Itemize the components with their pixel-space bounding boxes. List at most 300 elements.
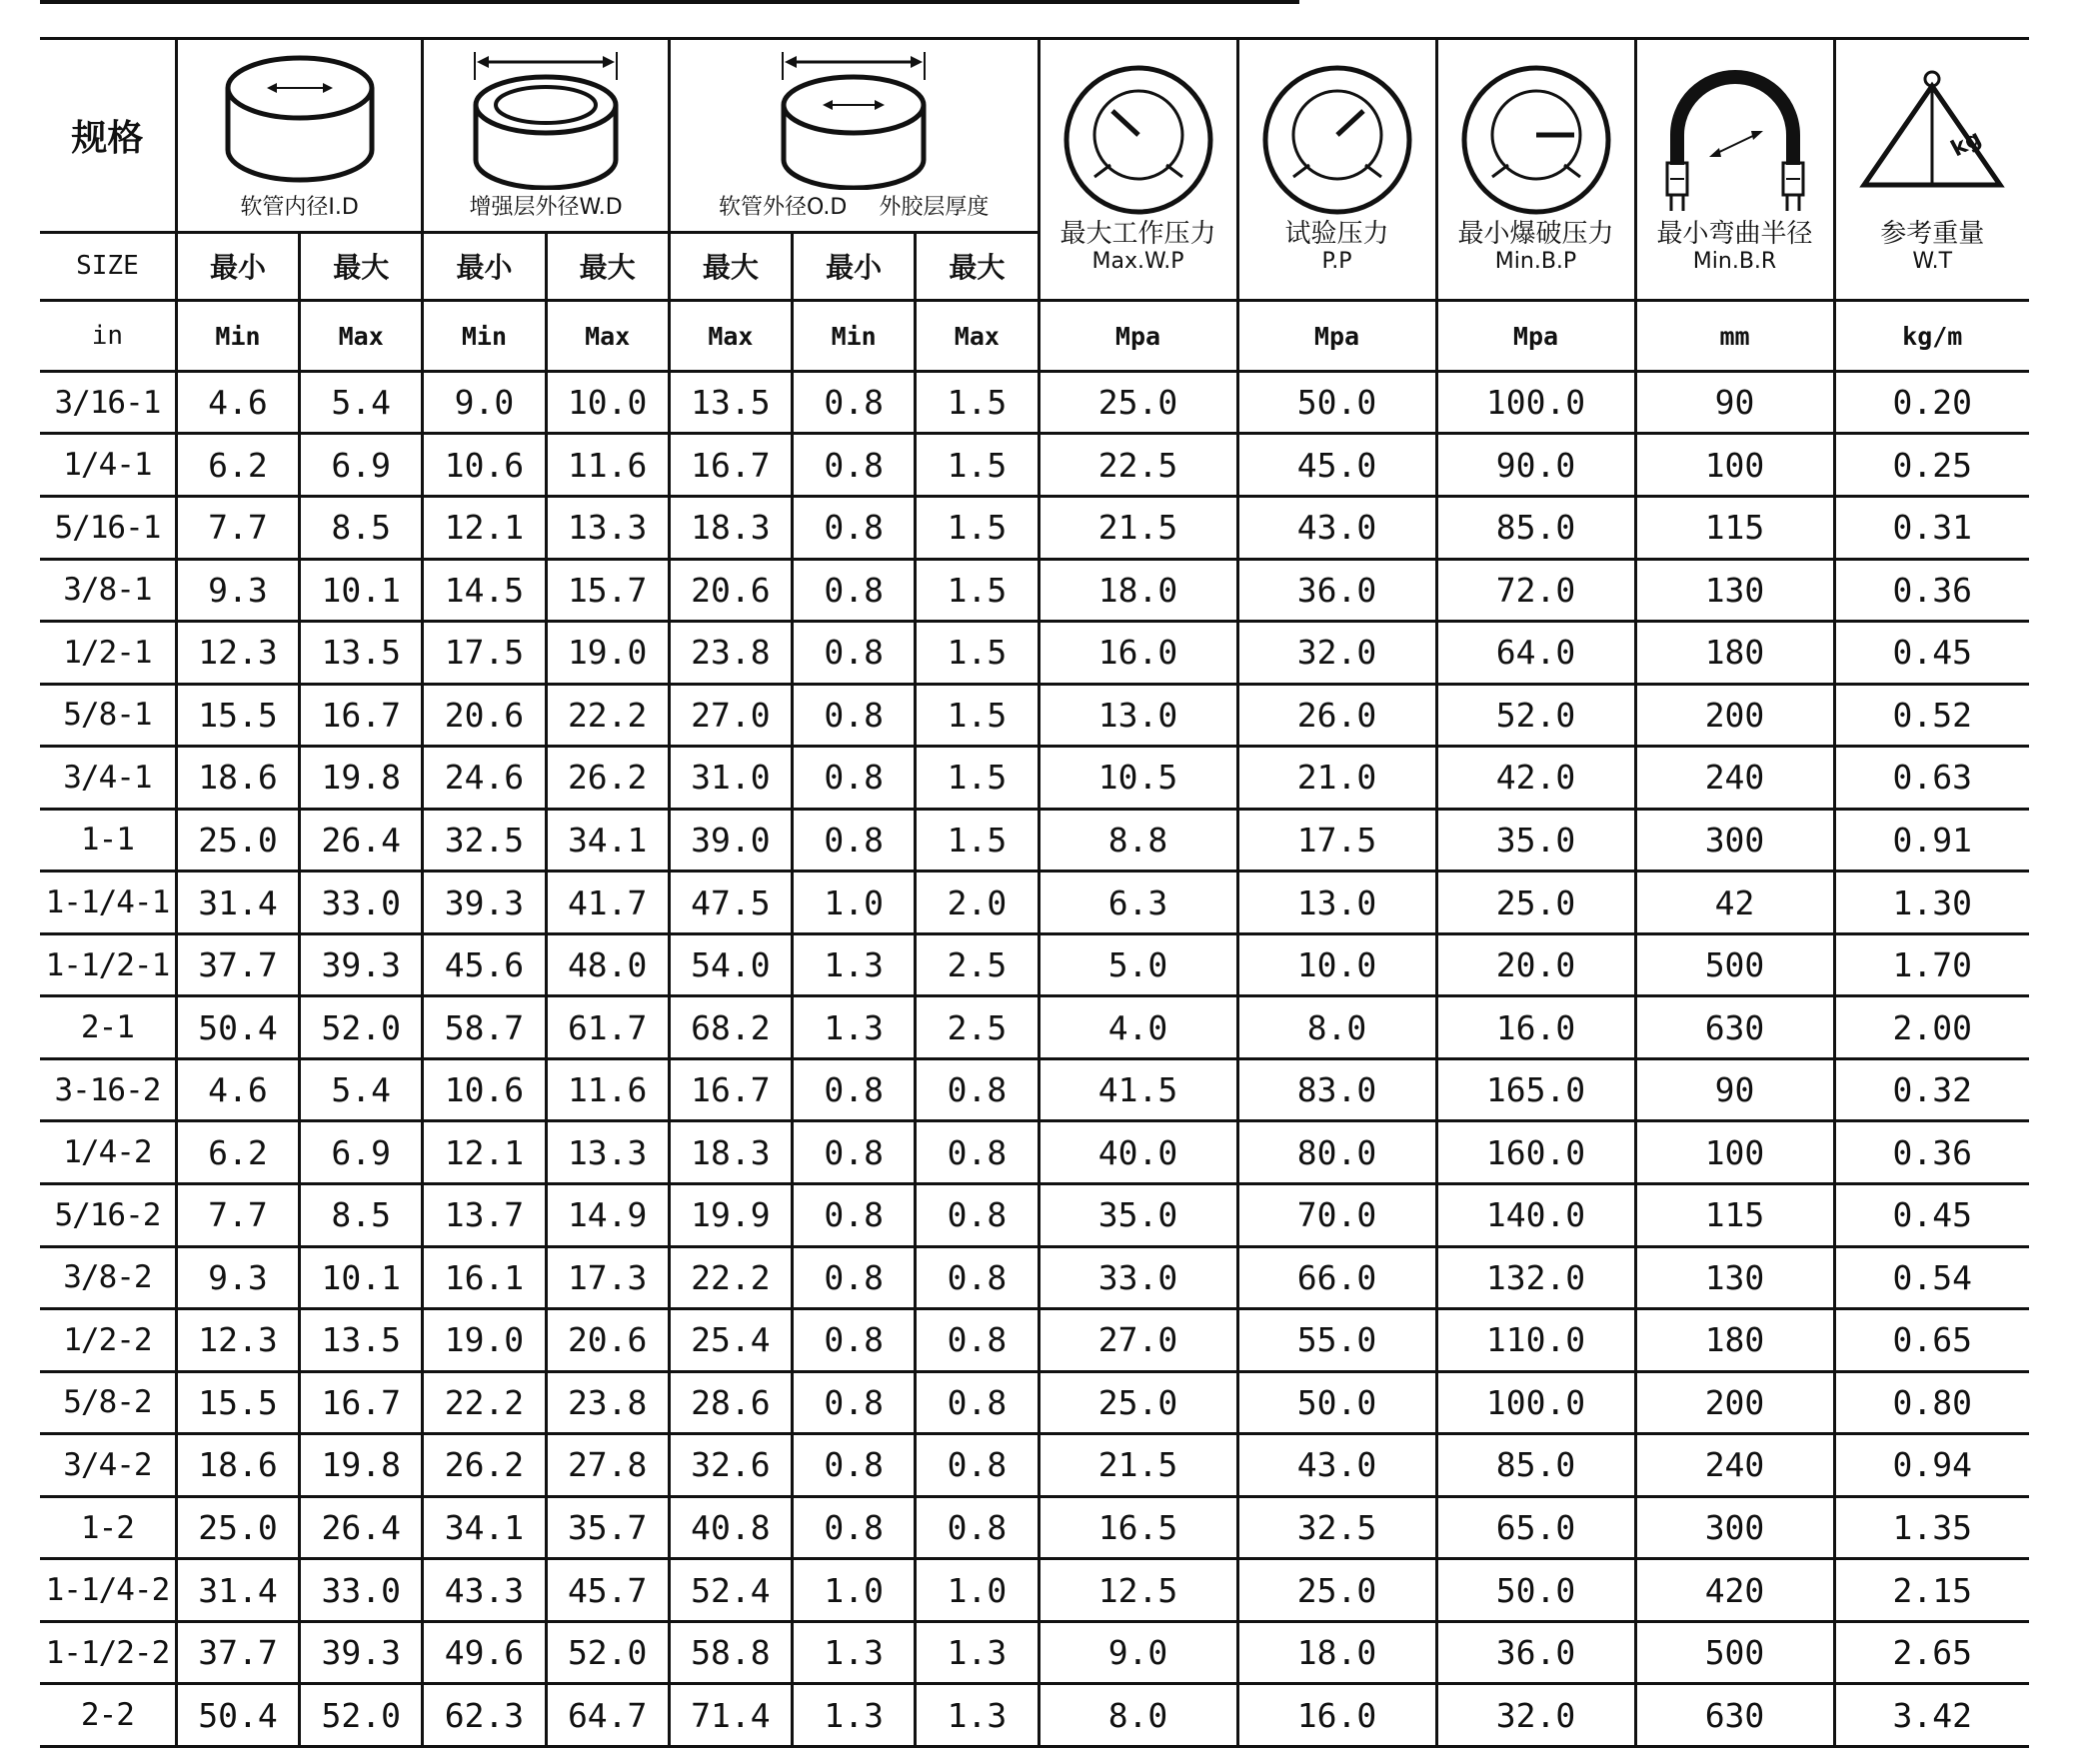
table-row <box>40 684 2029 747</box>
table-cell: 6.3 <box>1039 872 1237 934</box>
table-cell: 115 <box>1635 1184 1834 1247</box>
outer-diameter-label: 软管外径O.D <box>718 194 848 220</box>
table-cell: 0.8 <box>916 1184 1039 1247</box>
sub-en-cell <box>669 301 792 372</box>
table-cell: 1.3 <box>793 996 916 1059</box>
table-cell: 1.3 <box>916 1684 1039 1747</box>
table-cell: 71.4 <box>669 1684 792 1747</box>
table-cell: 180 <box>1635 622 1834 685</box>
reinforcement-diameter-cell <box>423 39 669 233</box>
table-cell: 43.0 <box>1237 1434 1436 1497</box>
table-cell: 13.7 <box>423 1184 546 1247</box>
table-cell: 500 <box>1635 933 1834 996</box>
table-cell: 6.9 <box>300 434 423 497</box>
size-cell: 3/16-1 <box>40 371 176 434</box>
table-cell: 0.8 <box>793 622 916 685</box>
top-rule <box>40 0 1299 4</box>
table-cell: 8.5 <box>300 1184 423 1247</box>
table-cell: 16.5 <box>1039 1496 1237 1559</box>
table-cell: 0.8 <box>793 496 916 559</box>
table-cell: 240 <box>1635 747 1834 810</box>
table-cell: 140.0 <box>1436 1184 1635 1247</box>
size-en-label: SIZE <box>76 251 139 282</box>
table-row <box>40 996 2029 1059</box>
table-cell: 7.7 <box>176 1184 299 1247</box>
table-cell: 16.0 <box>1039 622 1237 685</box>
pp-unit-cell <box>1237 301 1436 372</box>
weight-title: 参考重量 <box>1880 218 1985 249</box>
table-cell: 41.7 <box>546 872 669 934</box>
table-cell: 17.5 <box>423 622 546 685</box>
table-cell: 19.0 <box>423 1309 546 1372</box>
table-cell: 0.94 <box>1834 1434 2029 1497</box>
table-cell: 16.7 <box>300 1371 423 1434</box>
sub-en-label: Max <box>954 321 1000 351</box>
table-cell: 37.7 <box>176 1621 299 1684</box>
table-cell: 1.5 <box>916 559 1039 622</box>
table-row <box>40 809 2029 872</box>
inner-diameter-caption: 软管内径I.D <box>240 194 359 220</box>
size-cell: 5/8-2 <box>40 1371 176 1434</box>
sub-en-label: Max <box>338 321 384 351</box>
guige-label: 规格 <box>71 117 144 159</box>
table-cell: 0.25 <box>1834 434 2029 497</box>
table-cell: 21.5 <box>1039 496 1237 559</box>
table-cell: 1.5 <box>916 809 1039 872</box>
size-unit-label: in <box>91 321 124 352</box>
table-cell: 49.6 <box>423 1621 546 1684</box>
sub-en-label: Min <box>831 321 877 351</box>
sub-cn-cell <box>669 232 792 301</box>
sub-en-cell <box>423 301 546 372</box>
table-cell: 0.8 <box>916 1058 1039 1121</box>
table-cell: 52.0 <box>300 996 423 1059</box>
table-cell: 6.2 <box>176 434 299 497</box>
working-pressure-title: 最大工作压力 <box>1059 218 1216 249</box>
size-cell: 1-1 <box>40 809 176 872</box>
table-cell: 17.3 <box>546 1246 669 1309</box>
table-cell: 1.5 <box>916 622 1039 685</box>
size-cell: 5/16-1 <box>40 496 176 559</box>
table-cell: 41.5 <box>1039 1058 1237 1121</box>
table-cell: 0.45 <box>1834 622 2029 685</box>
bend-radius-title: 最小弯曲半径 <box>1656 218 1813 249</box>
table-cell: 13.5 <box>300 622 423 685</box>
size-cell: 1-2 <box>40 1496 176 1559</box>
table-cell: 19.0 <box>546 622 669 685</box>
table-cell: 420 <box>1635 1559 1834 1622</box>
weight-icon <box>1852 65 2012 215</box>
table-cell: 58.8 <box>669 1621 792 1684</box>
size-cell: 5/16-2 <box>40 1184 176 1247</box>
table-cell: 10.0 <box>546 371 669 434</box>
table-cell: 12.3 <box>176 1309 299 1372</box>
table-cell: 55.0 <box>1237 1309 1436 1372</box>
table-cell: 0.36 <box>1834 1121 2029 1184</box>
table-cell: 50.0 <box>1436 1559 1635 1622</box>
proof-pressure-header <box>1237 39 1436 301</box>
cover-thickness-label: 外胶层厚度 <box>879 194 990 220</box>
table-cell: 42 <box>1635 872 1834 934</box>
table-cell: 54.0 <box>669 933 792 996</box>
table-cell: 1.30 <box>1834 872 2029 934</box>
table-cell: 50.4 <box>176 1684 299 1747</box>
table-cell: 5.4 <box>300 371 423 434</box>
burst-pressure-title: 最小爆破压力 <box>1457 218 1614 249</box>
table-cell: 2.5 <box>916 933 1039 996</box>
table-cell: 13.0 <box>1039 684 1237 747</box>
table-cell: 100 <box>1635 434 1834 497</box>
table-cell: 22.2 <box>669 1246 792 1309</box>
table-row <box>40 1058 2029 1121</box>
table-cell: 24.6 <box>423 747 546 810</box>
table-row <box>40 1496 2029 1559</box>
table-cell: 42.0 <box>1436 747 1635 810</box>
size-cell: 2-2 <box>40 1684 176 1747</box>
table-cell: 13.3 <box>546 1121 669 1184</box>
table-cell: 50.4 <box>176 996 299 1059</box>
table-cell: 11.6 <box>546 434 669 497</box>
pressure-gauge-icon <box>1058 65 1218 215</box>
table-row <box>40 1184 2029 1247</box>
table-cell: 1.3 <box>793 933 916 996</box>
table-cell: 19.8 <box>300 1434 423 1497</box>
sub-cn-label: 最小 <box>209 251 266 285</box>
table-cell: 58.7 <box>423 996 546 1059</box>
table-cell: 35.7 <box>546 1496 669 1559</box>
bend-radius-header <box>1635 39 1834 301</box>
table-cell: 34.1 <box>423 1496 546 1559</box>
table-cell: 0.8 <box>793 1434 916 1497</box>
table-cell: 66.0 <box>1237 1246 1436 1309</box>
weight-subtitle: W.T <box>1912 248 1953 274</box>
table-cell: 45.0 <box>1237 434 1436 497</box>
table-row <box>40 1121 2029 1184</box>
wt-unit-cell <box>1834 301 2029 372</box>
table-cell: 62.3 <box>423 1684 546 1747</box>
bp-unit-cell <box>1436 301 1635 372</box>
table-cell: 47.5 <box>669 872 792 934</box>
table-cell: 40.8 <box>669 1496 792 1559</box>
table-cell: 25.0 <box>176 1496 299 1559</box>
table-cell: 1.35 <box>1834 1496 2029 1559</box>
table-cell: 18.0 <box>1039 559 1237 622</box>
table-cell: 33.0 <box>300 1559 423 1622</box>
table-cell: 1.3 <box>793 1621 916 1684</box>
table-cell: 240 <box>1635 1434 1834 1497</box>
table-cell: 630 <box>1635 996 1834 1059</box>
table-cell: 11.6 <box>546 1058 669 1121</box>
sub-en-label: Min <box>215 321 261 351</box>
table-cell: 1.0 <box>793 1559 916 1622</box>
table-cell: 4.6 <box>176 371 299 434</box>
table-cell: 0.8 <box>793 1184 916 1247</box>
table-cell: 32.6 <box>669 1434 792 1497</box>
br-unit-label: mm <box>1719 321 1750 351</box>
weight-header <box>1834 39 2029 301</box>
table-cell: 1.0 <box>793 872 916 934</box>
sub-en-cell <box>546 301 669 372</box>
table-cell: 52.0 <box>300 1684 423 1747</box>
table-cell: 27.0 <box>1039 1309 1237 1372</box>
sub-cn-cell <box>793 232 916 301</box>
table-cell: 12.3 <box>176 622 299 685</box>
table-cell: 70.0 <box>1237 1184 1436 1247</box>
burst-pressure-header <box>1436 39 1635 301</box>
table-cell: 25.0 <box>1039 371 1237 434</box>
table-cell: 16.7 <box>669 1058 792 1121</box>
hose-bend-icon <box>1655 65 1815 215</box>
table-cell: 39.3 <box>300 933 423 996</box>
table-cell: 12.1 <box>423 496 546 559</box>
table-cell: 50.0 <box>1237 371 1436 434</box>
reinforcement-diameter-caption: 增强层外径W.D <box>469 194 623 220</box>
table-cell: 130 <box>1635 559 1834 622</box>
table-cell: 1.3 <box>793 1684 916 1747</box>
table-cell: 5.0 <box>1039 933 1237 996</box>
pressure-gauge-icon <box>1257 65 1417 215</box>
guige-cell <box>40 39 176 233</box>
pp-unit-label: Mpa <box>1313 321 1360 351</box>
table-row <box>40 1309 2029 1372</box>
table-cell: 16.7 <box>669 434 792 497</box>
table-cell: 26.4 <box>300 809 423 872</box>
table-cell: 4.6 <box>176 1058 299 1121</box>
table-cell: 1.0 <box>916 1559 1039 1622</box>
table-cell: 27.8 <box>546 1434 669 1497</box>
table-cell: 1.5 <box>916 371 1039 434</box>
table-cell: 0.36 <box>1834 559 2029 622</box>
table-cell: 0.8 <box>793 1246 916 1309</box>
table-cell: 35.0 <box>1039 1184 1237 1247</box>
table-cell: 0.52 <box>1834 684 2029 747</box>
sub-cn-cell <box>546 232 669 301</box>
table-cell: 0.31 <box>1834 496 2029 559</box>
table-cell: 80.0 <box>1237 1121 1436 1184</box>
table-cell: 2.5 <box>916 996 1039 1059</box>
table-cell: 18.3 <box>669 1121 792 1184</box>
table-cell: 65.0 <box>1436 1496 1635 1559</box>
table-cell: 0.8 <box>793 747 916 810</box>
table-cell: 37.7 <box>176 933 299 996</box>
size-cell: 1-1/4-1 <box>40 872 176 934</box>
table-cell: 0.8 <box>916 1246 1039 1309</box>
table-cell: 2.65 <box>1834 1621 2029 1684</box>
pressure-gauge-icon <box>1456 65 1616 215</box>
table-cell: 165.0 <box>1436 1058 1635 1121</box>
outer-diameter-caption <box>671 190 1038 221</box>
table-cell: 45.6 <box>423 933 546 996</box>
sub-cn-label: 最大 <box>333 251 390 285</box>
table-cell: 20.6 <box>669 559 792 622</box>
table-cell: 10.5 <box>1039 747 1237 810</box>
size-cell: 1/2-2 <box>40 1309 176 1372</box>
table-cell: 52.0 <box>1436 684 1635 747</box>
bp-unit-label: Mpa <box>1512 321 1559 351</box>
size-cell: 3-16-2 <box>40 1058 176 1121</box>
size-en-cell <box>40 232 176 301</box>
sub-cn-cell <box>176 232 299 301</box>
table-cell: 1.5 <box>916 434 1039 497</box>
table-cell: 12.1 <box>423 1121 546 1184</box>
table-cell: 32.0 <box>1237 622 1436 685</box>
table-cell: 0.8 <box>793 1496 916 1559</box>
size-cell: 1/2-1 <box>40 622 176 685</box>
table-cell: 1.5 <box>916 496 1039 559</box>
table-cell: 21.5 <box>1039 1434 1237 1497</box>
table-cell: 39.0 <box>669 809 792 872</box>
table-cell: 31.4 <box>176 872 299 934</box>
header-row-icons <box>40 39 2029 233</box>
table-cell: 48.0 <box>546 933 669 996</box>
sub-en-label: Max <box>585 321 631 351</box>
table-row <box>40 1559 2029 1622</box>
table-row <box>40 496 2029 559</box>
size-cell: 1-1/4-2 <box>40 1559 176 1622</box>
table-row <box>40 559 2029 622</box>
sub-en-cell <box>176 301 299 372</box>
table-cell: 2.00 <box>1834 996 2029 1059</box>
table-cell: 10.1 <box>300 559 423 622</box>
table-cell: 0.8 <box>793 1058 916 1121</box>
table-row <box>40 872 2029 934</box>
working-pressure-subtitle: Max.W.P <box>1091 248 1184 274</box>
table-row <box>40 1684 2029 1747</box>
table-cell: 0.45 <box>1834 1184 2029 1247</box>
size-cell: 1-1/2-1 <box>40 933 176 996</box>
table-cell: 32.5 <box>423 809 546 872</box>
table-cell: 15.7 <box>546 559 669 622</box>
table-cell: 9.3 <box>176 559 299 622</box>
table-cell: 0.8 <box>793 809 916 872</box>
table-cell: 6.2 <box>176 1121 299 1184</box>
table-cell: 16.0 <box>1436 996 1635 1059</box>
table-cell: 27.0 <box>669 684 792 747</box>
table-cell: 20.6 <box>423 684 546 747</box>
table-cell: 1.5 <box>916 684 1039 747</box>
table-cell: 0.20 <box>1834 371 2029 434</box>
table-cell: 20.6 <box>546 1309 669 1372</box>
size-cell: 2-1 <box>40 996 176 1059</box>
size-cell: 1-1/2-2 <box>40 1621 176 1684</box>
table-cell: 200 <box>1635 1371 1834 1434</box>
table-cell: 9.0 <box>1039 1621 1237 1684</box>
table-cell: 90 <box>1635 1058 1834 1121</box>
hose-reinforcement-diameter-icon <box>461 50 631 190</box>
table-cell: 0.8 <box>793 371 916 434</box>
table-cell: 17.5 <box>1237 809 1436 872</box>
table-cell: 31.0 <box>669 747 792 810</box>
table-cell: 52.0 <box>546 1621 669 1684</box>
table-cell: 22.2 <box>423 1371 546 1434</box>
sub-cn-cell <box>423 232 546 301</box>
table-row <box>40 1434 2029 1497</box>
table-cell: 35.0 <box>1436 809 1635 872</box>
table-cell: 43.3 <box>423 1559 546 1622</box>
bend-radius-subtitle: Min.B.R <box>1692 248 1777 274</box>
table-cell: 8.8 <box>1039 809 1237 872</box>
table-cell: 25.4 <box>669 1309 792 1372</box>
table-cell: 180 <box>1635 1309 1834 1372</box>
table-cell: 10.6 <box>423 1058 546 1121</box>
table-cell: 13.5 <box>300 1309 423 1372</box>
table-cell: 13.5 <box>669 371 792 434</box>
sub-cn-label: 最大 <box>949 251 1006 285</box>
table-cell: 115 <box>1635 496 1834 559</box>
table-cell: 130 <box>1635 1246 1834 1309</box>
table-cell: 50.0 <box>1237 1371 1436 1434</box>
table-cell: 0.8 <box>916 1371 1039 1434</box>
table-cell: 22.5 <box>1039 434 1237 497</box>
table-cell: 21.0 <box>1237 747 1436 810</box>
table-cell: 83.0 <box>1237 1058 1436 1121</box>
table-cell: 25.0 <box>176 809 299 872</box>
table-cell: 1.5 <box>916 747 1039 810</box>
size-cell: 3/4-2 <box>40 1434 176 1497</box>
table-cell: 90.0 <box>1436 434 1635 497</box>
table-cell: 2.0 <box>916 872 1039 934</box>
br-unit-cell <box>1635 301 1834 372</box>
table-cell: 0.63 <box>1834 747 2029 810</box>
table-cell: 9.3 <box>176 1246 299 1309</box>
sub-en-cell <box>300 301 423 372</box>
table-cell: 500 <box>1635 1621 1834 1684</box>
hose-outer-diameter-icon <box>769 50 939 190</box>
table-row <box>40 434 2029 497</box>
table-cell: 14.9 <box>546 1184 669 1247</box>
table-cell: 26.2 <box>546 747 669 810</box>
hose-inner-diameter-icon <box>215 50 385 190</box>
sub-cn-cell <box>916 232 1039 301</box>
inner-diameter-cell <box>176 39 422 233</box>
size-cell: 3/8-2 <box>40 1246 176 1309</box>
table-cell: 0.8 <box>793 1371 916 1434</box>
table-cell: 0.8 <box>916 1121 1039 1184</box>
table-cell: 300 <box>1635 809 1834 872</box>
table-cell: 0.8 <box>793 1121 916 1184</box>
table-cell: 8.5 <box>300 496 423 559</box>
wp-unit-label: Mpa <box>1114 321 1161 351</box>
wp-unit-cell <box>1039 301 1237 372</box>
table-cell: 0.65 <box>1834 1309 2029 1372</box>
table-cell: 16.0 <box>1237 1684 1436 1747</box>
sub-cn-label: 最大 <box>579 251 636 285</box>
table-cell: 15.5 <box>176 1371 299 1434</box>
size-cell: 1/4-1 <box>40 434 176 497</box>
table-cell: 2.15 <box>1834 1559 2029 1622</box>
table-cell: 8.0 <box>1237 996 1436 1059</box>
hose-spec-table <box>40 37 2029 1748</box>
table-cell: 10.0 <box>1237 933 1436 996</box>
table-cell: 0.8 <box>793 434 916 497</box>
table-cell: 25.0 <box>1039 1371 1237 1434</box>
table-cell: 72.0 <box>1436 559 1635 622</box>
table-cell: 90 <box>1635 371 1834 434</box>
sub-en-cell <box>916 301 1039 372</box>
table-cell: 68.2 <box>669 996 792 1059</box>
header-row-units <box>40 301 2029 372</box>
size-cell: 3/4-1 <box>40 747 176 810</box>
table-cell: 100 <box>1635 1121 1834 1184</box>
table-cell: 85.0 <box>1436 496 1635 559</box>
table-cell: 0.8 <box>793 1309 916 1372</box>
table-cell: 18.3 <box>669 496 792 559</box>
table-cell: 26.4 <box>300 1496 423 1559</box>
table-cell: 1.70 <box>1834 933 2029 996</box>
table-cell: 34.1 <box>546 809 669 872</box>
table-cell: 132.0 <box>1436 1246 1635 1309</box>
table-cell: 10.6 <box>423 434 546 497</box>
